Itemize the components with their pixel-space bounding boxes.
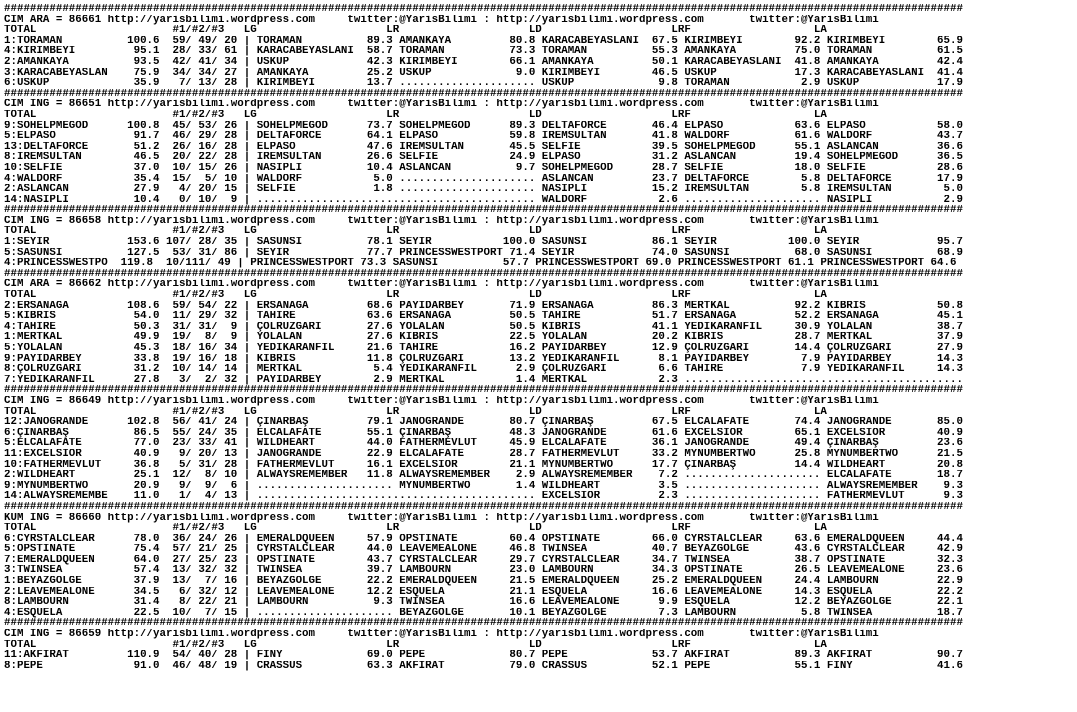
data-row: 2:ERSANAĞA 108.6 59/ 54/ 22 | ERSANAĞA 68.6 PAYİDARBEY 71.9 ERSANAĞA 86.3 MERTKAL 92.2 KIBRIS 50.8 — [4, 300, 963, 312]
separator-line: #################################################################################################################################################### — [4, 618, 963, 630]
data-row: 2:LEAVEMEALONE 34.5 6/ 32/ 12 | LEAVEMEALONE 12.2 ESQUELA 21.1 ESQUELA 16.6 LEAVEMEALONE 14.3 ESQUELA 22.2 — [4, 586, 963, 598]
data-row: 1:SEYİR 153.6 107/ 28/ 35 | SASUNSI 78.1 SEYİR 100.0 SASUNSI 86.1 SEYİR 100.0 SEYİR 95.7 — [4, 237, 963, 248]
data-row: 4:KIRIMBEYİ 95.1 28/ 33/ 61 | KARACABEYASLANI 58.7 TORAMAN 73.3 TORAMAN 55.3 AMANKAYA 75.0 TORAMAN 61.5 — [4, 46, 963, 57]
data-row: 8:İREMSULTAN 46.5 20/ 22/ 28 | İREMSULTAN 26.6 SELFIE 24.9 ELPASO 31.2 ASLANCAN 19.4 SOHELPMEGOD 36.5 — [4, 152, 963, 163]
data-row: 11:EXCELSIOR 40.9 9/ 20/ 13 | JANOGRANDE 22.9 ELCALAFATE 28.7 FATHERMEVLÜT 33.2 MYNUMBERTWO 25.8 MYNUMBERTWO 21.5 — [4, 448, 963, 460]
data-row: 9:SOHELPMEGOD 100.8 45/ 53/ 26 | SOHELPMEGOD 73.7 SOHELPMEGOD 89.3 DELTAFORCE 46.4 ELPASO 63.6 ELPASO 58.0 — [4, 120, 963, 132]
data-row: 1:MERTKAL 49.9 19/ 8/ 9 | YOLALAN 27.6 KIBRIS 22.5 YOLALAN 20.2 KIBRIS 28.7 MERTKAL 37.9 — [4, 332, 963, 343]
data-row: 10:SELFIE 37.0 10/ 15/ 26 | NASIPLİ 10.4 ASLANCAN 9.7 SOHELPMEGOD 28.7 SELFIE 18.0 SELFIE 28.6 — [4, 162, 963, 174]
data-row: 6:ÇINARBAŞ 86.5 55/ 24/ 35 | ELCALAFATE 55.1 ÇINARBAŞ 48.3 JANOGRANDE 61.6 EXCELSIOR 65.1 EXCELSIOR 40.9 — [4, 427, 963, 439]
data-row: 9:MYNUMBERTWO 20.9 9/ 9/ 6 | ..................... MYNUMBERTWO 1.4 WILDHEART 3.5 ..................... ALWAYSREMEMBER 9.3 — [4, 480, 963, 492]
separator-line: #################################################################################################################################################### — [4, 268, 963, 280]
race-header: CIM ING = 86649 http://yarisbilimi.wordpress.com twitter:@YarisBilimi : http://yarisbilimi.wordpress.com twitter:@YarisBilimi — [4, 395, 879, 407]
data-row: 11:AKFIRAT 110.9 54/ 40/ 28 | FINY 69.0 PEPE 80.7 PEPE 53.7 AKFIRAT 89.3 AKFIRAT 90.7 — [4, 650, 963, 661]
column-header: TOTAL #1/#2/#3 LG LR LD LRF LA — [4, 290, 827, 301]
data-row: 1:BEYAZGÖLGE 37.9 13/ 7/ 16 | BEYAZGÖLGE 22.2 EMERALDQUEEN 21.5 EMERALDQUEEN 25.2 EMERALDQUEEN 24.4 LAMBOURN 22.9 — [4, 576, 963, 587]
separator-line: #################################################################################################################################################### — [4, 501, 963, 513]
data-row: 5:KIBRIS 54.0 11/ 29/ 32 | TAHİRE 63.6 ERSANAĞA 50.5 TAHİRE 51.7 ERSANAĞA 52.2 ERSANAĞA 45.1 — [4, 311, 963, 322]
separator-line: #################################################################################################################################################### — [4, 385, 963, 396]
data-row: 3:KARACABEYASLAN 75.9 34/ 34/ 27 | AMANKAYA 25.2 ÜSKÜP 9.0 KIRIMBEYİ 46.5 ÜSKÜP 17.3 KARACABEYASLANI 41.4 — [4, 67, 963, 79]
column-header: TOTAL #1/#2/#3 LG LR LD LRF LA — [4, 109, 827, 121]
data-row: 8:LAMBOURN 31.4 8/ 22/ 21 | LAMBOURN 9.3 TWINSEA 16.6 LEAVEMEALONE 9.9 ESQUELA 12.2 BEYAZGÖLGE 22.1 — [4, 597, 963, 608]
data-row: 5:YOLALAN 45.3 18/ 16/ 34 | YEDİKARANFİL 21.6 TAHİRE 16.2 PAYİDARBEY 12.9 ÇOLRÜZGARI 14.4 ÇOLRÜZGARI 27.9 — [4, 343, 963, 354]
race-header: CIM ING = 86659 http://yarisbilimi.wordpress.com twitter:@YarisBilimi : http://yarisbilimi.wordpress.com twitter:@YarisBilimi — [4, 629, 879, 640]
data-row: 7:EMERALDQUEEN 64.0 27/ 25/ 23 | OPSTINATE 43.7 CYRSTALCLEAR 29.7 CYRSTALCLEAR 34.7 TWINSEA 38.7 OPSTINATE 32.3 — [4, 554, 963, 566]
data-row: 4:TAHİRE 50.3 31/ 31/ 9 | ÇOLRÜZGARI 27.6 YOLALAN 50.5 KIBRIS 41.1 YEDİKARANFİL 30.9 YOLALAN 38.7 — [4, 321, 963, 333]
data-row: 4:WALDORF 35.4 15/ 5/ 10 | WALDORF 5.0 ..................... ASLANCAN 23.7 DELTAFORCE 5.8 DELTAFORCE 17.9 — [4, 173, 963, 185]
data-row: 14:ALWAYSREMEMBE 11.0 1/ 4/ 13 | ........................................... EXCELSIOR 2.3 ..................... FATHERMEVLÜT 9.3 — [4, 491, 963, 502]
data-row: 5:ELCALAFATE 77.0 23/ 33/ 41 | WILDHEART 44.0 FATHERMEVLÜT 45.9 ELCALAFATE 36.1 JANOGRANDE 49.4 ÇINARBAŞ 23.6 — [4, 438, 963, 449]
data-row: 4:PRINCESSWESTPO 119.8 10/111/ 49 | PRINCESSWESTPORT 73.3 SASUNSI 57.7 PRINCESSWESTPORT 69.0 PRINCESSWESTPORT 61.1 PRINCESSWESTPORT 64.6 — [4, 258, 957, 269]
column-header: TOTAL #1/#2/#3 LG LR LD LRF LA — [4, 523, 827, 534]
data-row: 7:YEDİKARANFİL 27.8 3/ 2/ 32 | PAYİDARBEY 2.9 MERTKAL 1.4 MERTKAL 2.3 ........................................... — [4, 374, 963, 386]
data-row: 5:OPSTINATE 75.4 57/ 21/ 25 | CYRSTALCLEAR 44.0 LEAVEMEALONE 46.8 TWINSEA 40.7 BEYAZGÖLGE 43.6 CYRSTALCLEAR 42.9 — [4, 544, 963, 555]
data-row: 2:WILDHEART 25.1 12/ 8/ 10 | ALWAYSREMEMBER 11.8 ALWAYSREMEMBER 2.9 ALWAYSREMEMBER 7.2 ..................... ELCALAFATE 18.7 — [4, 470, 963, 481]
column-header: TOTAL #1/#2/#3 LG LR LD LRF LA — [4, 226, 827, 238]
column-header: TOTAL #1/#2/#3 LG LR LD LRF LA — [4, 639, 827, 651]
data-row: 10:FATHERMEVLÜT 36.8 5/ 31/ 28 | FATHERMEVLÜT 16.1 EXCELSIOR 21.1 MYNUMBERTWO 17.7 ÇINARBAŞ 14.4 WILDHEART 20.8 — [4, 459, 963, 471]
race-header: CIM ARA = 86662 http://yarisbilimi.wordpress.com twitter:@YarisBilimi : http://yarisbilimi.wordpress.com twitter:@YarisBilimi — [4, 279, 879, 291]
data-row: 2:AMANKAYA 93.5 42/ 41/ 34 | ÜSKÜP 42.3 KIRIMBEYİ 66.1 AMANKAYA 50.1 KARACABEYASLANI 41.8 AMANKAYA 42.4 — [4, 56, 963, 68]
race-header: CIM ARA = 86661 http://yarisbilimi.wordpress.com twitter:@YarisBilimi : http://yarisbilimi.wordpress.com twitter:@YarisBilimi — [4, 14, 879, 26]
data-row: 13:DELTAFORCE 51.2 26/ 16/ 28 | ELPASO 47.6 İREMSULTAN 45.5 SELFIE 39.5 SOHELPMEGOD 55.1 ASLANCAN 36.6 — [4, 141, 963, 153]
data-row: 5:ELPASO 91.7 46/ 29/ 28 | DELTAFORCE 64.1 ELPASO 59.8 İREMSULTAN 41.8 WALDORF 61.6 WALDORF 43.7 — [4, 131, 963, 142]
data-row: 2:ASLANCAN 27.9 4/ 20/ 15 | SELFIE 1.8 ..................... NASIPLİ 15.2 İREMSULTAN 5.8 İREMSULTAN 5.0 — [4, 184, 963, 195]
data-row: 3:TWINSEA 57.4 13/ 32/ 32 | TWINSEA 39.7 LAMBOURN 23.0 LAMBOURN 34.3 OPSTINATE 26.5 LEAVEMEALONE 23.6 — [4, 565, 963, 577]
data-row: 1:TORAMAN 100.6 59/ 49/ 20 | TORAMAN 89.3 AMANKAYA 80.8 KARACABEYASLANI 67.5 KIRIMBEYİ 92.2 KIRIMBEYİ 65.9 — [4, 35, 963, 47]
data-row: 9:PAYİDARBEY 33.8 19/ 16/ 18 | KIBRIS 11.8 ÇOLRÜZGARI 13.2 YEDİKARANFİL 8.1 PAYİDARBEY 7.9 PAYİDARBEY 14.3 — [4, 353, 963, 365]
data-row: 12:JANOGRANDE 102.8 56/ 41/ 24 | ÇINARBAŞ 79.1 JANOGRANDE 80.7 ÇINARBAŞ 67.5 ELCALAFATE 74.4 JANOGRANDE 85.0 — [4, 417, 963, 428]
data-row: 6:ÜSKÜP 35.9 7/ 13/ 28 | KIRIMBEYİ 13.7 ..................... ÜSKÜP 9.8 TORAMAN 2.9 ÜSKÜP 17.9 — [4, 78, 963, 89]
column-header: TOTAL #1/#2/#3 LG LR LD LRF LA — [4, 25, 827, 36]
race-header: CIM ING = 86651 http://yarisbilimi.wordpress.com twitter:@YarisBilimi : http://yarisbilimi.wordpress.com twitter:@YarisBilimi — [4, 99, 879, 110]
column-header: TOTAL #1/#2/#3 LG LR LD LRF LA — [4, 406, 827, 418]
data-row: 8:PEPE 91.0 46/ 48/ 19 | CRASSUS 63.3 AKFIRAT 79.0 CRASSUS 52.1 PEPE 55.1 FINY 41.6 — [4, 660, 963, 672]
data-row: 4:ESQUELA 22.5 10/ 7/ 15 | ..................... BEYAZGÖLGE 10.1 BEYAZGÖLGE 7.3 LAMBOURN 5.8 TWINSEA 18.7 — [4, 607, 963, 619]
data-row: 5:SASUNSI 127.5 53/ 31/ 86 | SEYİR 77.7 PRINCESSWESTPORT 71.4 SEYİR 74.0 SASUNSI 68.0 SASUNSI 68.9 — [4, 247, 963, 259]
separator-line: #################################################################################################################################################### — [4, 88, 963, 100]
race-header: CIM ING = 86658 http://yarisbilimi.wordpress.com twitter:@YarisBilimi : http://yarisbilimi.wordpress.com twitter:@YarisBilimi — [4, 215, 879, 227]
race-header: KUM ING = 86660 http://yarisbilimi.wordpress.com twitter:@YarisBilimi : http://yarisbilimi.wordpress.com twitter:@YarisBilimi — [4, 512, 879, 524]
data-row: 8:ÇOLRÜZGARI 31.2 10/ 14/ 14 | MERTKAL 5.4 YEDİKARANFİL 2.9 ÇOLRÜZGARI 6.6 TAHİRE 7.9 YEDİKARANFİL 14.3 — [4, 364, 963, 375]
data-row: 14:NASIPLİ 10.4 0/ 10/ 9 | ........................................... WALDORF 2.6 ..................... NASIPLİ 2.9 — [4, 194, 963, 206]
separator-line: #################################################################################################################################################### — [4, 4, 963, 15]
data-row: 6:CYRSTALCLEAR 78.0 36/ 24/ 26 | EMERALDQUEEN 57.9 OPSTINATE 60.4 OPSTINATE 66.0 CYRSTALCLEAR 63.6 EMERALDQUEEN 44.4 — [4, 533, 963, 545]
separator-line: #################################################################################################################################################### — [4, 205, 963, 216]
